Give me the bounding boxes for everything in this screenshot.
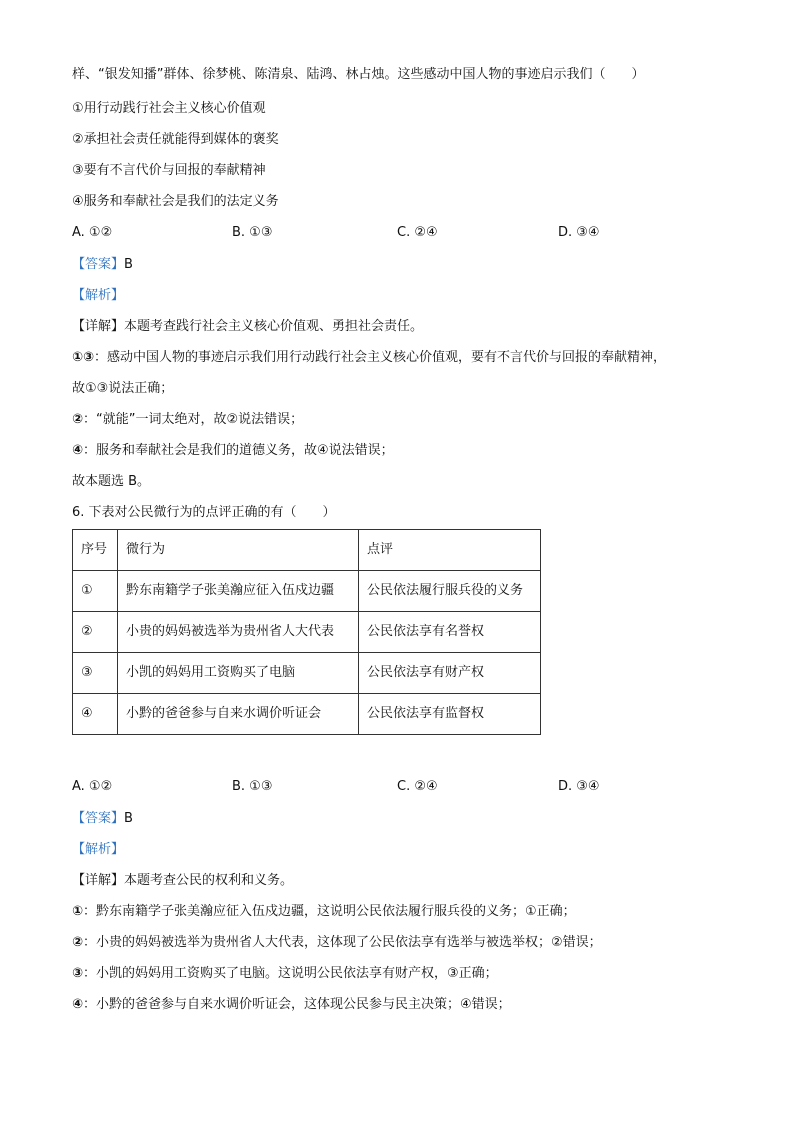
q5-answer-label: 【答案】 [72,257,125,272]
q5-line-3 [72,411,303,429]
q6-analysis-label: 【解析】 [72,842,125,857]
q5-item-2: ②承担社会责任就能得到媒体的褒奖 [72,132,279,147]
q6-answer-value: B [124,811,133,826]
q5-answer-value: B [124,257,133,272]
q5-option-b: B. ①③ [232,225,273,240]
q5-line-1-text: ：感动中国人物的事迹启示我们用行动践行社会主义核心价值观，要有不言代价与回报的奉献精神， [94,350,667,365]
q5-option-d: D. ③④ [558,225,600,240]
table-row [73,694,541,735]
table-cell: 公民依法享有名誉权 [359,612,541,653]
q5-line-3-mark: ② [72,412,84,427]
table-cell: ① [73,571,118,612]
q6-detail-text: 本题考查公民的权利和义务。 [124,873,294,888]
q6-line-4 [72,996,511,1014]
q6-line-3 [72,965,498,983]
q5-option-a: A. ①② [72,225,113,240]
table-cell: ③ [73,653,118,694]
table-header-row [73,530,541,571]
q6-option-a: A. ①② [72,779,113,794]
table-row [73,612,541,653]
q5-item-1: ①用行动践行社会主义核心价值观 [72,101,266,116]
q6-answer [72,810,133,828]
q6-line-3-text: ：小凯的妈妈用工资购买了电脑。这说明公民依法享有财产权，③正确； [83,966,498,981]
table-cell: ④ [73,694,118,735]
q5-line-4-text: ：服务和奉献社会是我们的道德义务，故④说法错误； [83,443,394,458]
table-header-cell: 序号 [73,530,118,571]
q6-option-d: D. ③④ [558,779,600,794]
q5-detail [72,318,423,336]
table-cell: ② [73,612,118,653]
q6-line-1 [72,903,576,921]
q5-stem: 样、“银发知播”群体、徐梦桃、陈清泉、陆鸿、林占烛。这些感动中国人物的事迹启示我们（ ） [72,67,645,82]
q5-line-1 [72,349,666,367]
q5-detail-label: 【详解】 [72,319,125,334]
table-cell: 小黔的爸爸参与自来水调价听证会 [118,694,359,735]
q6-line-1-text: ：黔东南籍学子张美瀚应征入伍戍边疆，这说明公民依法履行服兵役的义务；①正确； [83,904,576,919]
q6-line-2-text: ：小贵的妈妈被选举为贵州省人大代表，这体现了公民依法享有选举与被选举权；②错误； [83,935,602,950]
q6-line-4-text: ：小黔的爸爸参与自来水调价听证会，这体现公民参与民主决策；④错误； [83,997,511,1012]
table-cell: 小贵的妈妈被选举为贵州省人大代表 [118,612,359,653]
q5-line-1-mark: ①③ [72,350,95,365]
q6-table [72,529,541,735]
q6-option-c: C. ②④ [397,779,438,794]
q5-options [72,224,652,244]
q6-option-b: B. ①③ [232,779,273,794]
q6-line-3-mark: ③ [72,966,84,981]
table-cell: 黔东南籍学子张美瀚应征入伍戍边疆 [118,571,359,612]
q5-line-2: 故①③说法正确； [72,381,174,396]
table-row [73,653,541,694]
q5-item-4: ④服务和奉献社会是我们的法定义务 [72,194,279,209]
q5-line-3-text: ：“就能”一词太绝对，故②说法错误； [83,412,304,427]
q6-answer-label: 【答案】 [72,811,125,826]
table-cell: 公民依法享有监督权 [359,694,541,735]
q5-item-3: ③要有不言代价与回报的奉献精神 [72,163,266,178]
q5-option-c: C. ②④ [397,225,438,240]
table-row [73,571,541,612]
q6-stem: 6. 下表对公民微行为的点评正确的有（ ） [72,505,336,520]
q6-options [72,778,652,798]
q5-line-4-mark: ④ [72,443,84,458]
q6-line-2-mark: ② [72,935,84,950]
q6-detail [72,872,293,890]
q5-answer [72,256,133,274]
table-cell: 公民依法享有财产权 [359,653,541,694]
q6-line-2 [72,934,602,952]
table-cell: 公民依法履行服兵役的义务 [359,571,541,612]
q5-analysis-label: 【解析】 [72,288,125,303]
q5-line-5: 故本题选 B。 [72,474,151,489]
q5-detail-text: 本题考查践行社会主义核心价值观、勇担社会责任。 [124,319,424,334]
table-header-cell: 点评 [359,530,541,571]
q6-detail-label: 【详解】 [72,873,125,888]
q5-line-4 [72,442,394,460]
table-cell: 小凯的妈妈用工资购买了电脑 [118,653,359,694]
table-header-cell: 微行为 [118,530,359,571]
q6-line-1-mark: ① [72,904,84,919]
q6-line-4-mark: ④ [72,997,84,1012]
